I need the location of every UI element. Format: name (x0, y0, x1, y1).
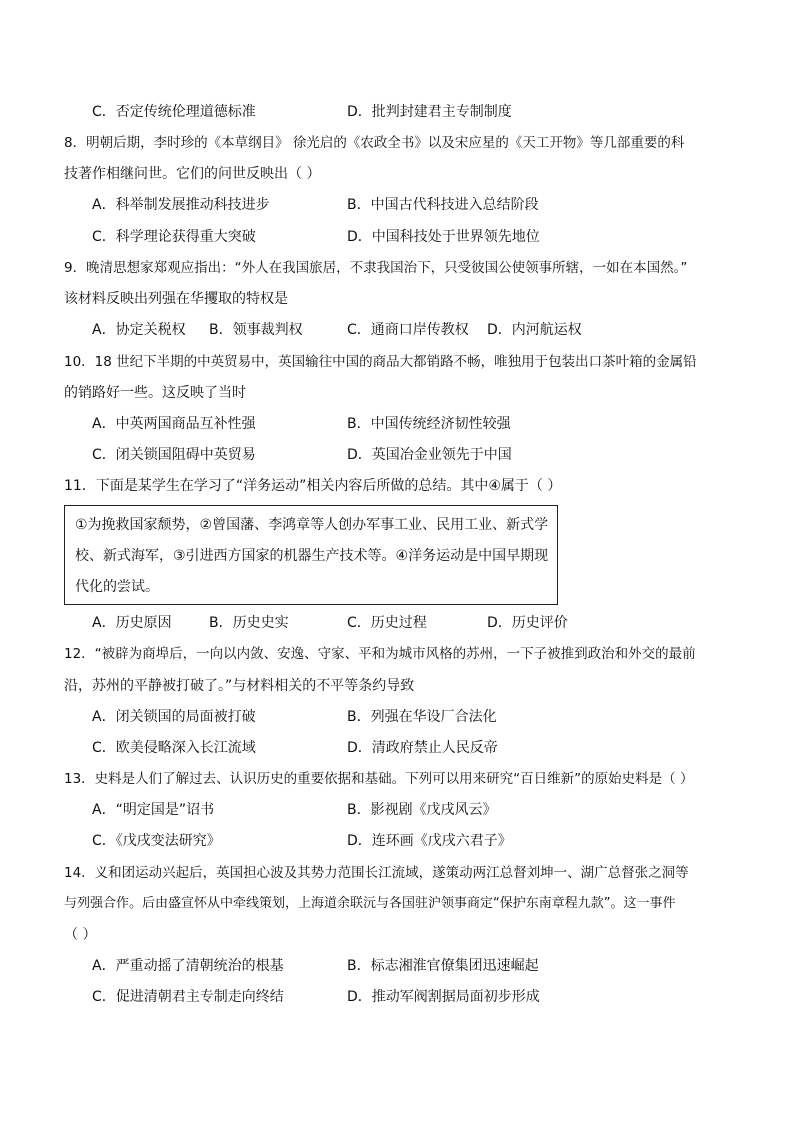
q14-option-b: B．标志湘淮官僚集团迅速崛起 (347, 958, 539, 974)
q12-option-b: B．列强在华设厂合法化 (347, 709, 497, 725)
q11-stem-line-1: 11．下面是某学生在学习了“洋务运动”相关内容后所做的总结。其中④属于（ ） (64, 478, 562, 494)
q14-stem-line-1: 14．义和团运动兴起后，英国担心波及其势力范围长江流域，遂策动两江总督刘坤一、湖广总督张之洞等 (64, 865, 689, 881)
q11-option-c: C．历史过程 (347, 615, 427, 631)
q11-material-line-1: ①为挽救国家颓势，②曾国藩、李鸿章等人创办军事工业、民用工业、新式学 (75, 517, 549, 533)
q12-option-d: D．清政府禁止人民反帝 (347, 740, 498, 756)
q13-option-d: D．连环画《戊戌六君子》 (347, 833, 512, 849)
q13-stem-line-1: 13．史料是人们了解过去、认识历史的重要依据和基础。下列可以用来研究“百日维新”的原始史料是（ ） (64, 771, 694, 787)
q13-option-a: A．“明定国是”诏书 (92, 802, 215, 818)
q8-option-d: D．中国科技处于世界领先地位 (347, 229, 540, 245)
q9-stem-line-1: 9．晚清思想家郑观应指出：“外人在我国旅居，不隶我国治下，只受彼国公使领事所辖，一如在本国然。” (64, 260, 688, 276)
q7-option-c: C．否定传统伦理道德标准 (92, 104, 256, 120)
q14-option-c: C．促进清朝君主专制走向终结 (92, 989, 284, 1005)
q10-option-d: D．英国冶金业领先于中国 (347, 447, 512, 463)
q11-option-d: D．历史评价 (487, 615, 568, 631)
q12-stem-line-2: 沿，苏州的平静被打破了。”与材料相关的不平等条约导致 (64, 678, 415, 694)
q9-option-a: A．协定关税权 (92, 322, 186, 338)
q14-stem-line-3: （ ） (64, 927, 97, 943)
q10-option-b: B．中国传统经济韧性较强 (347, 416, 511, 432)
q11-material-line-3: 代化的尝试。 (75, 579, 159, 595)
q11-material-line-2: 校、新式海军，③引进西方国家的机器生产技术等。④洋务运动是中国早期现 (75, 548, 549, 564)
q12-option-c: C．欧美侵略深入长江流域 (92, 740, 256, 756)
q14-option-d: D．推动军阀割据局面初步形成 (347, 989, 540, 1005)
q10-stem-line-1: 10．18 世纪下半期的中英贸易中，英国输往中国的商品大都销路不畅，唯独用于包装出口茶叶箱的金属铅 (64, 354, 697, 370)
q13-option-b: B．影视剧《戊戌风云》 (347, 802, 497, 818)
q11-material-box (64, 505, 558, 605)
q8-option-c: C．科学理论获得重大突破 (92, 229, 256, 245)
q14-option-a: A．严重动摇了清朝统治的根基 (92, 958, 284, 974)
q8-option-a: A．科举制发展推动科技进步 (92, 197, 270, 213)
q9-option-c: C．通商口岸传教权 (347, 322, 469, 338)
q9-option-d: D．内河航运权 (487, 322, 582, 338)
q12-option-a: A．闭关锁国的局面被打破 (92, 709, 256, 725)
q10-option-a: A．中英两国商品互补性强 (92, 416, 256, 432)
q8-stem-line-1: 8．明朝后期，李时珍的《本草纲目》 徐光启的《农政全书》以及宋应星的《天工开物》等几部重要的科 (64, 135, 685, 151)
q10-stem-line-2: 的销路好一些。这反映了当时 (64, 385, 246, 401)
q12-stem-line-1: 12．“被辟为商埠后，一向以内敛、安逸、守家、平和为城市风格的苏州，一下子被推到政治和外交的最前 (64, 646, 696, 662)
q11-option-a: A．历史原因 (92, 615, 172, 631)
q11-option-b: B．历史史实 (209, 615, 289, 631)
q9-stem-line-2: 该材料反映出列强在华攫取的特权是 (64, 291, 288, 307)
q8-option-b: B．中国古代科技进入总结阶段 (347, 197, 539, 213)
q7-option-d: D．批判封建君主专制制度 (347, 104, 512, 120)
q9-option-b: B．领事裁判权 (209, 322, 303, 338)
q8-stem-line-2: 技著作相继问世。它们的问世反映出（ ） (64, 166, 321, 182)
q13-option-c: C．《戊戌变法研究》 (92, 833, 221, 849)
q10-option-c: C．闭关锁国阻碍中英贸易 (92, 447, 256, 463)
q14-stem-line-2: 与列强合作。后由盛宣怀从中牵线策划，上海道余联沅与各国驻沪领事商定“保护东南章程九款”。这一事件 (64, 896, 676, 911)
